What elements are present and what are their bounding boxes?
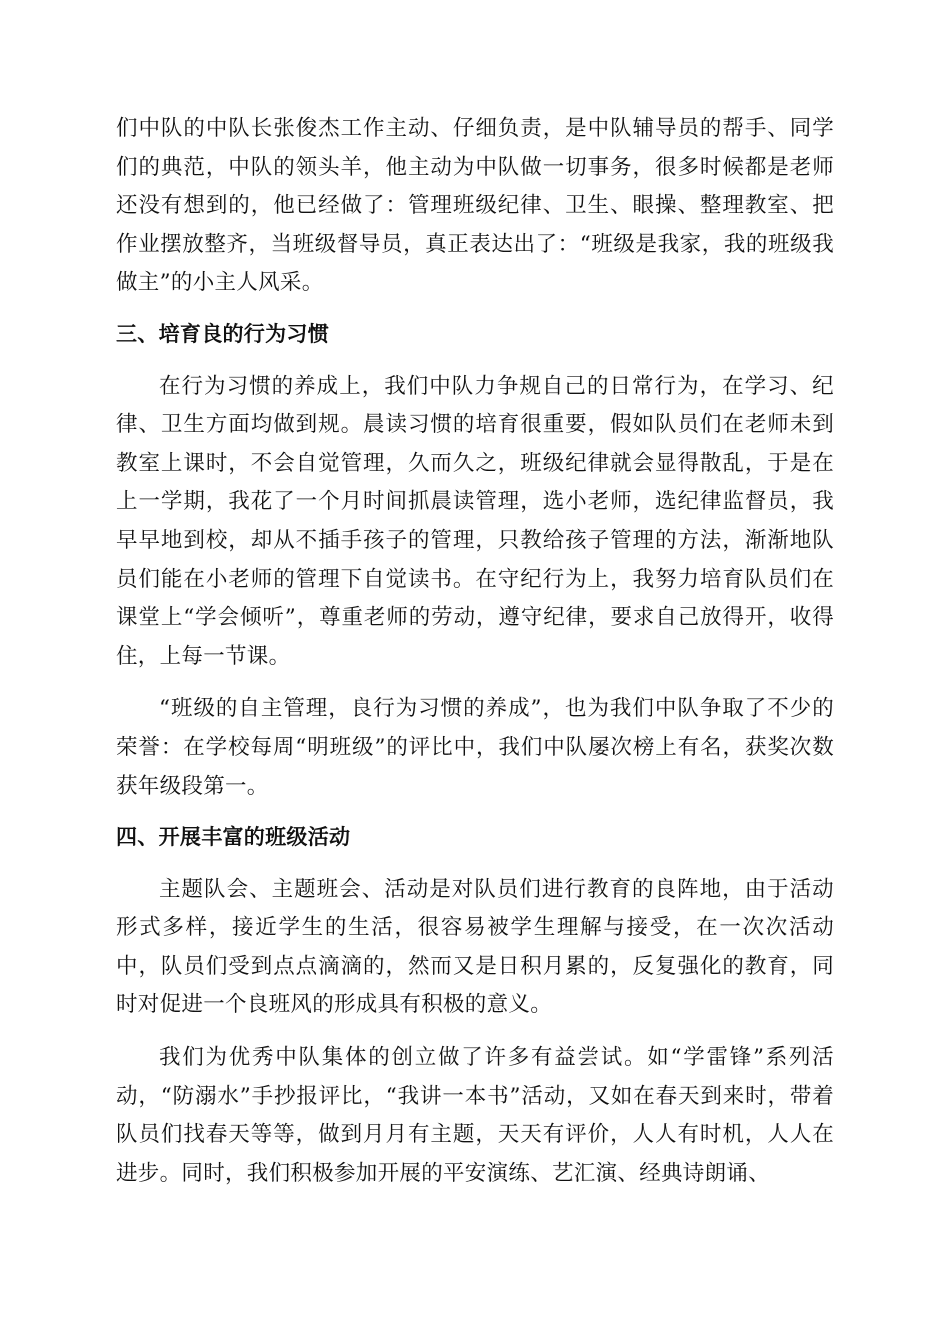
paragraph-class-leader: 们中队的中队长张俊杰工作主动、仔细负责，是中队辅导员的帮手、同学们的典范，中队的领头羊，他主动为中队做一切事务，很多时候都是老师还没有想到的，他已经做了：管理班级纪律、卫生、眼操、整理教室、把作业摆放整齐，当班级督导员，真正表达出了：“班级是我家，我的班级我做主”的小主人风采。 [116, 116, 834, 296]
document-page [116, 110, 834, 1193]
paragraph-behavior-habits: 在行为习惯的养成上，我们中队力争规自己的日常行为，在学习、纪律、卫生方面均做到规。晨读习惯的培育很重要，假如队员们在老师未到教室上课时，不会自觉管理，久而久之，班级纪律就会显得散乱，于是在上一学期，我花了一个月时间抓晨读管理，选小老师，选纪律监督员，我早早地到校，却从不插手孩子的管理，只教给孩子管理的方法，渐渐地队员们能在小老师的管理下自觉读书。在守纪行为上，我努力培育队员们在课堂上“学会倾听”，尊重老师的劳动，遵守纪律，要求自己放得开，收得住，上每一节课。 [116, 373, 834, 669]
section-heading-behavior-habits: 三、培育良的行为习惯 [116, 321, 329, 346]
paragraph-honors: “班级的自主管理，良行为习惯的养成”，也为我们中队争取了不少的荣誉：在学校每周“明班级”的评比中，我们中队屡次榜上有名，获奖次数获年级段第一。 [116, 696, 834, 799]
paragraph-activities-examples: 我们为优秀中队集体的创立做了许多有益尝试。如“学雷锋”系列活动，“防溺水”手抄报评比，“我讲一本书”活动，又如在春天到来时，带着队员们找春天等等，做到月月有主题，天天有评价，人人有时机，人人在进步。同时，我们积极参加开展的平安演练、艺汇演、经典诗朗诵、 [116, 1045, 834, 1186]
paragraph-activities-education: 主题队会、主题班会、活动是对队员们进行教育的良阵地，由于活动形式多样，接近学生的生活，很容易被学生理解与接受，在一次次活动中，队员们受到点点滴滴的，然而又是日积月累的，反复强化的教育，同时对促进一个良班风的形成具有积极的意义。 [116, 876, 834, 1018]
section-heading-class-activities: 四、开展丰富的班级活动 [116, 825, 351, 850]
